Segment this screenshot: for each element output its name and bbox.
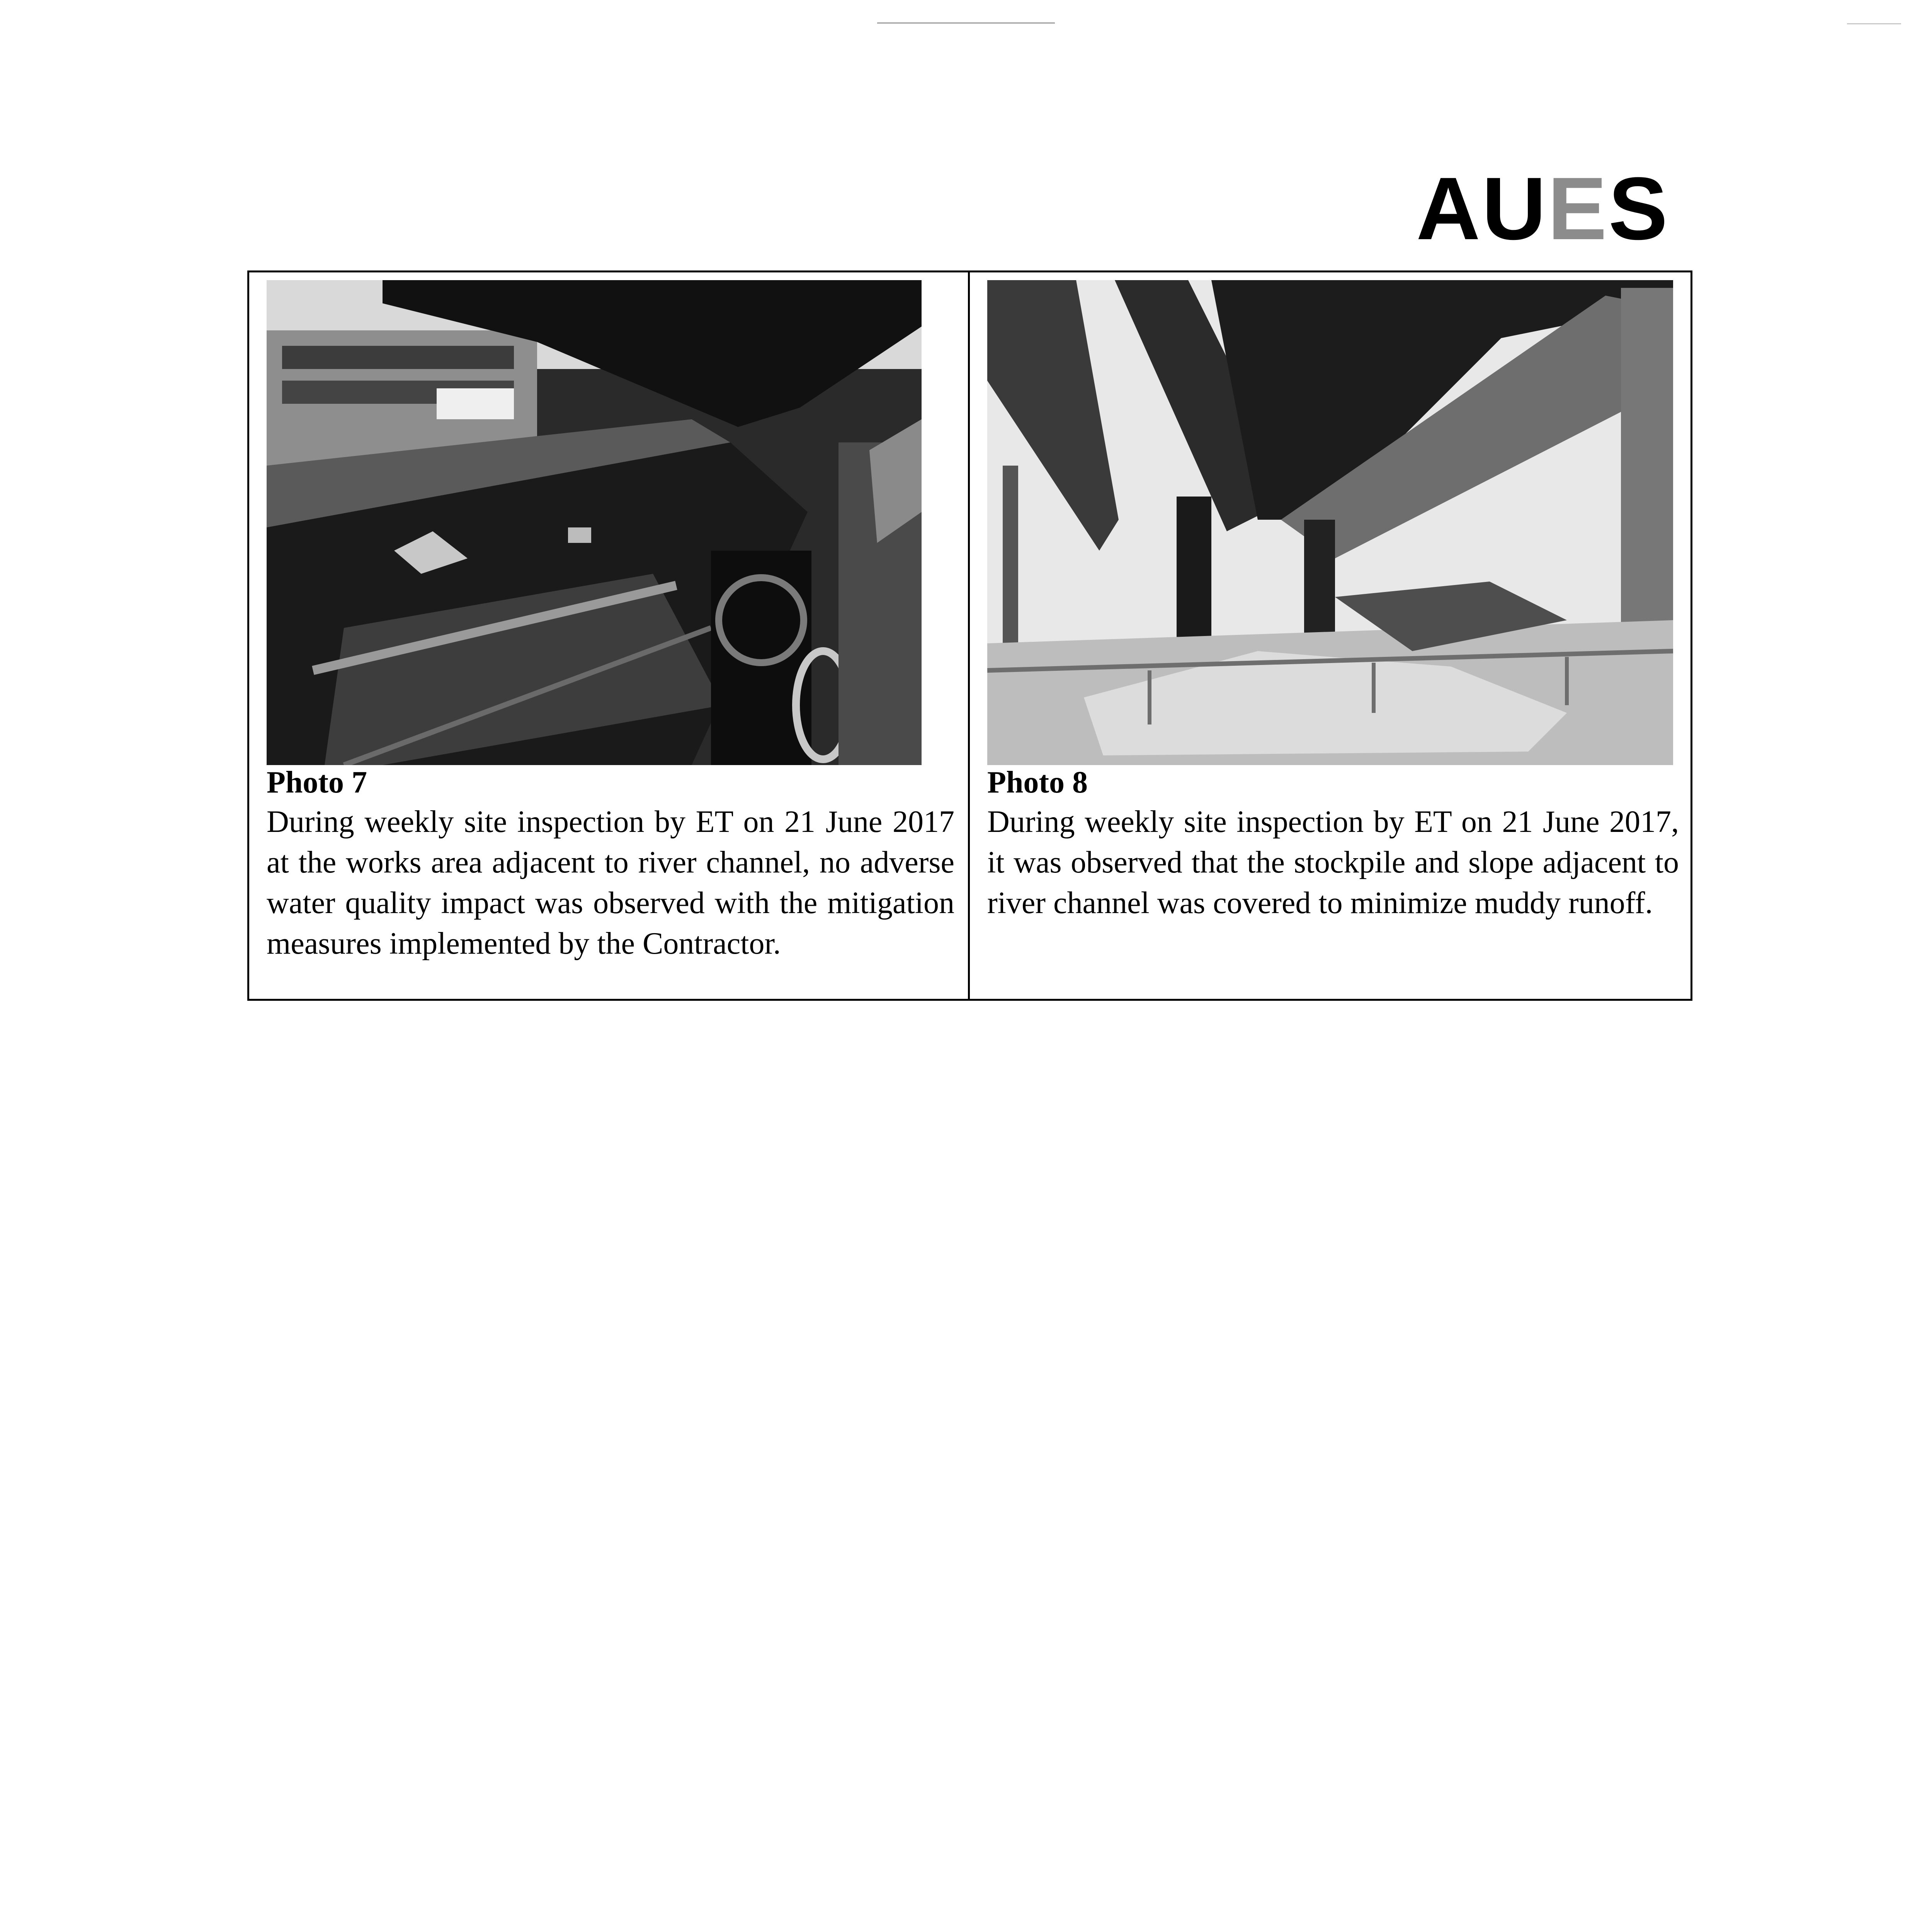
site-photo-covered-stockpile	[987, 280, 1673, 765]
photo-caption-text: During weekly site inspection by ET on 21 June 2017, it was observed that the stockpile and slope adjacent to river channel was covered to minimize muddy runoff.	[987, 805, 1679, 920]
logo-letter: A	[1416, 159, 1482, 258]
photo-caption-title: Photo 7	[267, 765, 367, 799]
photo-image	[267, 280, 922, 765]
logo-letter-accent: E	[1548, 159, 1609, 258]
photo-caption-title: Photo 8	[987, 765, 1088, 799]
photo-image	[987, 280, 1673, 765]
site-photo-river-channel	[267, 280, 922, 765]
photo-cell-8	[970, 272, 1691, 999]
logo-letter: S	[1608, 159, 1669, 258]
scan-artifact	[1847, 23, 1901, 24]
aues-logo	[1406, 159, 1669, 258]
photo-table	[247, 270, 1692, 1001]
scan-artifact	[877, 22, 1055, 24]
logo-letter: U	[1482, 159, 1548, 258]
photo-cell-7	[249, 272, 970, 999]
photo-caption-text: During weekly site inspection by ET on 21 June 2017 at the works area adjacent to river channel, no adverse water quality impact was observed with the mitigation measures implemented by the Contractor.	[267, 805, 954, 961]
